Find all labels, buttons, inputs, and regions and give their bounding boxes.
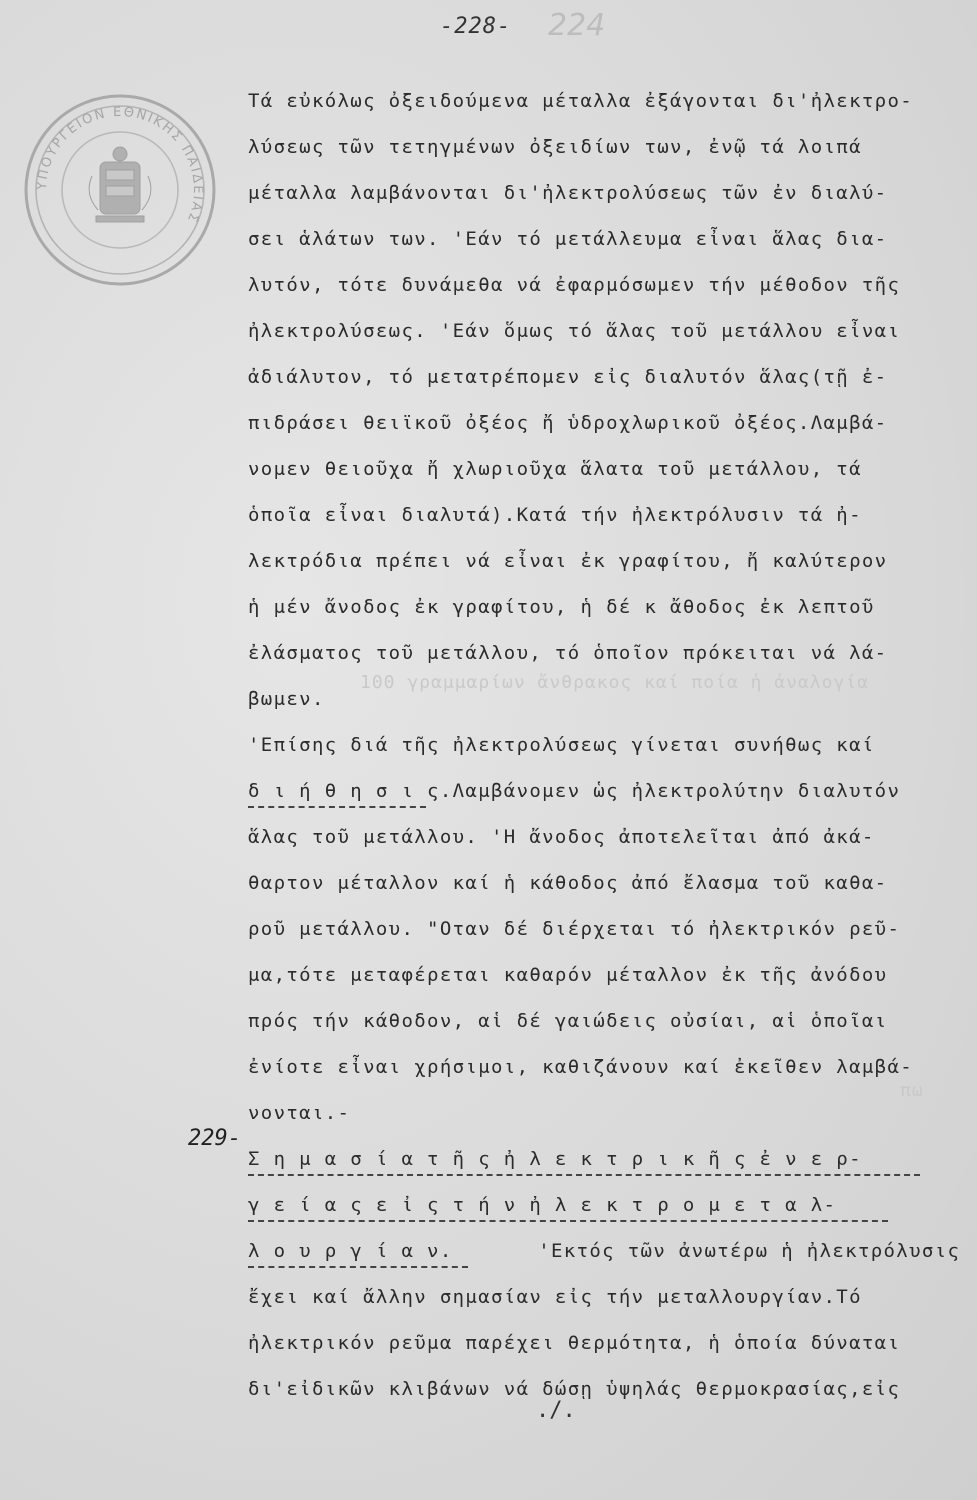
dashed-underline bbox=[248, 1172, 920, 1176]
text-line: ἐνίοτε εἶναι χρήσιμοι, καθιζάνουν καί ἐκεῖθεν λαμβά- bbox=[248, 1056, 914, 1078]
text-line: ἠλεκτρολύσεως. 'Εάν ὅμως τό ἅλας τοῦ μετάλλου εἶναι bbox=[248, 320, 901, 342]
section-heading-line: λ ο υ ρ γ ί α ν. 'Εκτός τῶν ἀνωτέρω ἡ ἠλεκτρόλυσις bbox=[248, 1228, 958, 1274]
text-line: μέταλλα λαμβάνονται δι'ἠλεκτρολύσεως τῶν ἐν διαλύ- bbox=[248, 182, 888, 204]
page-number: -228- bbox=[440, 14, 512, 39]
text-line: λυτόν, τότε δυνάμεθα νά ἐφαρμόσωμεν τήν μέθοδον τῆς bbox=[248, 274, 901, 296]
text-line: πιδράσει θειϊκοῦ ὀξέος ἤ ὑδροχλωρικοῦ ὀξέος.Λαμβά- bbox=[248, 412, 888, 434]
pencil-page-number: 224 bbox=[548, 8, 606, 43]
text-line: μα,τότε μεταφέρεται καθαρόν μέταλλον ἐκ τῆς ἀνόδου bbox=[248, 964, 888, 986]
text-line: λύσεως τῶν τετηγμένων ὀξειδίων των, ἐνῷ τά λοιπά bbox=[248, 136, 862, 158]
dashed-underline bbox=[248, 1218, 888, 1222]
text-line: ἐλάσματος τοῦ μετάλλου, τό ὁποῖον πρόκειται νά λά- bbox=[248, 642, 888, 664]
text-line: ἠλεκτρικόν ρεῦμα παρέχει θερμότητα, ἡ ὁποία δύναται bbox=[248, 1332, 901, 1354]
bleed-through-text: 100 γραμμαρίων ἄνθρακος καί ποία ἡ ἀναλογία bbox=[360, 672, 869, 693]
stamp-text: ΥΠΟΥΡΓΕΙΟΝ ΕΘΝΙΚΗΣ ΠΑΙΔΕΙΑΣ bbox=[34, 104, 206, 226]
text-line: ἀδιάλυτον, τό μετατρέπομεν εἰς διαλυτόν ἅλας(τῇ ἐ- bbox=[248, 366, 888, 388]
dashed-underline bbox=[248, 804, 426, 808]
text-line: ἡ μέν ἄνοδος ἐκ γραφίτου, ἡ δέ κ ἄθοδος ἐκ λεπτοῦ bbox=[248, 596, 875, 618]
text-line: δι'εἰδικῶν κλιβάνων νά δώσῃ ὑψηλάς θερμοκρασίας,εἰς bbox=[248, 1378, 901, 1400]
text-line: ἔχει καί ἄλλην σημασίαν εἰς τήν μεταλλουργίαν.Τό bbox=[248, 1286, 862, 1308]
text-line: θαρτον μέταλλον καί ἡ κάθοδος ἀπό ἔλασμα τοῦ καθα- bbox=[248, 872, 888, 894]
text-line: βωμεν. bbox=[248, 688, 325, 710]
text-line: ροῦ μετάλλου. "Οταν δέ διέρχεται τό ἠλεκτρικόν ρεῦ- bbox=[248, 918, 901, 940]
dashed-underline bbox=[248, 1264, 468, 1268]
section-heading-line: Σ η μ α σ ί α τ ῆ ς ἠ λ ε κ τ ρ ι κ ῆ ς ἐ ν ε ρ- bbox=[248, 1136, 958, 1182]
text-line-emphasis: δ ι ή θ η σ ι ς.Λαμβάνομεν ὡς ἠλεκτρολύτην διαλυτόν bbox=[248, 768, 958, 814]
text-line: Τά εὐκόλως ὀξειδούμενα μέταλλα ἐξάγονται δι'ἠλεκτρο- bbox=[248, 90, 914, 112]
text-line: 'Εκτός τῶν ἀνωτέρω ἡ ἠλεκτρόλυσις bbox=[538, 1240, 961, 1262]
text-line: λεκτρόδια πρέπει νά εἶναι ἐκ γραφίτου, ἤ καλύτερον bbox=[248, 550, 888, 572]
text-line: 'Επίσης διά τῆς ἠλεκτρολύσεως γίνεται συνήθως καί bbox=[248, 734, 875, 756]
text-line: πρός τήν κάθοδον, αἱ δέ γαιώδεις οὐσίαι, αἱ ὁποῖαι bbox=[248, 1010, 888, 1032]
section-number: 229- bbox=[188, 1126, 241, 1151]
text-line: ὁποῖα εἶναι διαλυτά).Κατά τήν ἠλεκτρόλυσιν τά ἠ- bbox=[248, 504, 862, 526]
section-heading-line: γ ε ί α ς ε ἰ ς τ ή ν ἠ λ ε κ τ ρ ο μ ε τ α λ- bbox=[248, 1182, 958, 1228]
document-body bbox=[248, 78, 961, 1412]
bleed-through-text: πω bbox=[900, 1080, 924, 1101]
text-line: νομεν θειοῦχα ἤ χλωριοῦχα ἅλατα τοῦ μετάλλου, τά bbox=[248, 458, 862, 480]
text-line: ἅλας τοῦ μετάλλου. 'Η ἄνοδος ἀποτελεῖται ἀπό ἀκά- bbox=[248, 826, 875, 848]
official-stamp bbox=[22, 92, 218, 288]
text-line: σει ἁλάτων των. 'Εάν τό μετάλλευμα εἶναι ἅλας δια- bbox=[248, 228, 888, 250]
text-line: νονται.- bbox=[248, 1102, 351, 1124]
continuation-mark: ./. bbox=[536, 1398, 576, 1423]
